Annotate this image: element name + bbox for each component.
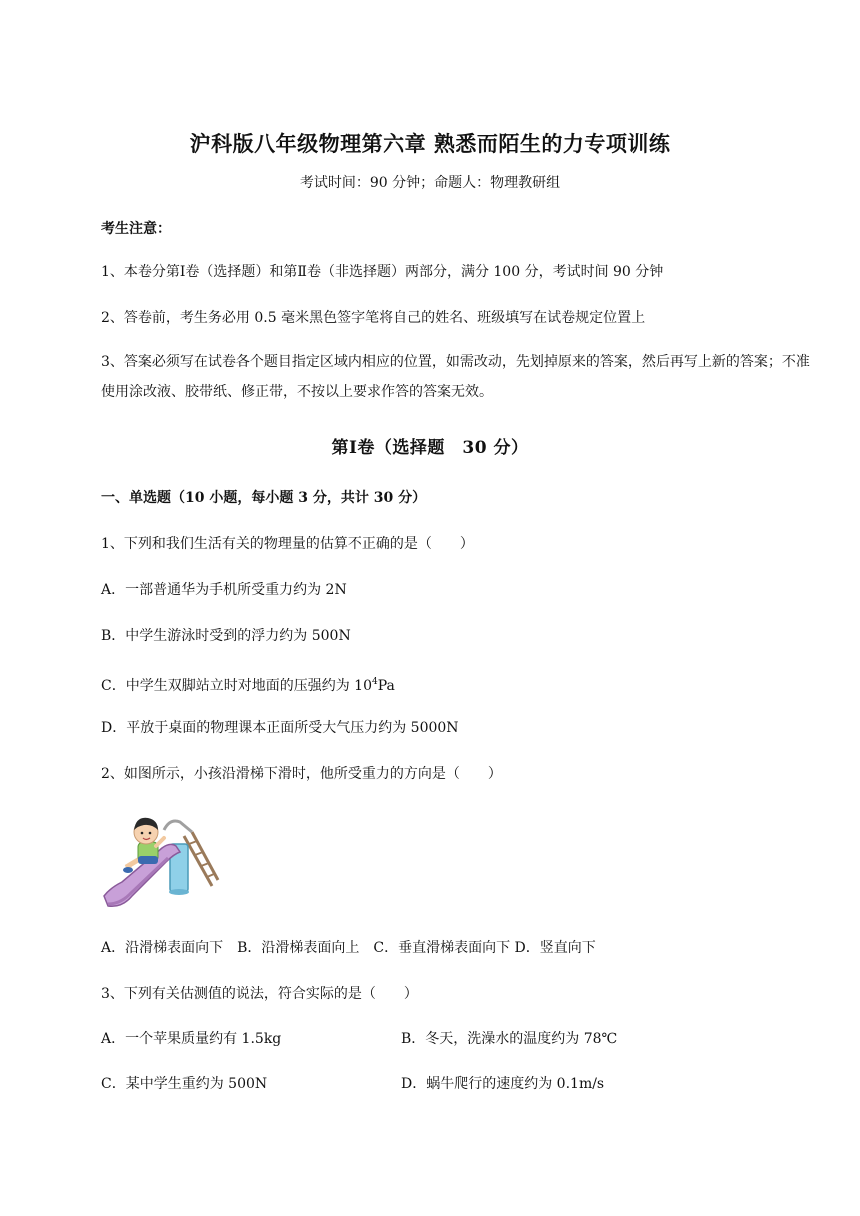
option-c-unit: Pa <box>377 678 395 694</box>
section-title: 第Ⅰ卷（选择题 30 分） <box>331 438 529 458</box>
notice-item-3: 3、答案必须写在试卷各个题目指定区域内相应的位置，如需改动，先划掉原来的答案，然后再写上新的答案；不准使用涂改液、胶带纸、修正带，不按以上要求作答的答案无效。 <box>101 354 810 400</box>
notice-heading: 考生注意： <box>101 221 171 237</box>
exponent: 4 <box>371 677 378 687</box>
option-c-text: C．中学生双脚站立时对地面的压强约为 10 <box>101 678 372 694</box>
question-2-options: A．沿滑梯表面向下 B．沿滑梯表面向上 C．垂直滑梯表面向下 D．竖直向下 <box>101 940 596 956</box>
question-1-option-b: B．中学生游泳时受到的浮力约为 500N <box>101 628 351 644</box>
question-3-option-b: B．冬天，洗澡水的温度约为 78℃ <box>401 1031 618 1047</box>
question-3-option-c: C．某中学生重约为 500N <box>101 1076 268 1092</box>
question-2-stem: 2、如图所示，小孩沿滑梯下滑时，他所受重力的方向是（ ） <box>101 766 502 782</box>
question-1-option-a: A．一部普通华为手机所受重力约为 2N <box>101 582 347 598</box>
part-heading: 一、单选题（10 小题，每小题 3 分，共计 30 分） <box>101 490 427 506</box>
page-subtitle: 考试时间：90 分钟；命题人：物理教研组 <box>299 175 561 191</box>
question-3-option-a: A．一个苹果质量约有 1.5kg <box>101 1031 282 1047</box>
slide-child-illustration <box>100 808 220 912</box>
notice-item-1: 1、本卷分第Ⅰ卷（选择题）和第Ⅱ卷（非选择题）两部分，满分 100 分，考试时间 90 分钟 <box>101 264 664 280</box>
question-3-stem: 3、下列有关估测值的说法，符合实际的是（ ） <box>101 986 418 1002</box>
question-1-option-d: D．平放于桌面的物理课本正面所受大气压力约为 5000N <box>101 720 459 736</box>
question-1-option-c <box>101 671 821 697</box>
question-3-row-1 <box>101 1028 821 1050</box>
question-3-option-d: D．蜗牛爬行的速度约为 0.1m/s <box>401 1076 605 1092</box>
question-1-stem: 1、下列和我们生活有关的物理量的估算不正确的是（ ） <box>101 536 474 552</box>
question-3-row-2 <box>101 1073 821 1095</box>
notice-item-2: 2、答卷前，考生务必用 0.5 毫米黑色签字笔将自己的姓名、班级填写在试卷规定位置上 <box>101 310 646 326</box>
page-title: 沪科版八年级物理第六章 熟悉而陌生的力专项训练 <box>189 132 671 156</box>
